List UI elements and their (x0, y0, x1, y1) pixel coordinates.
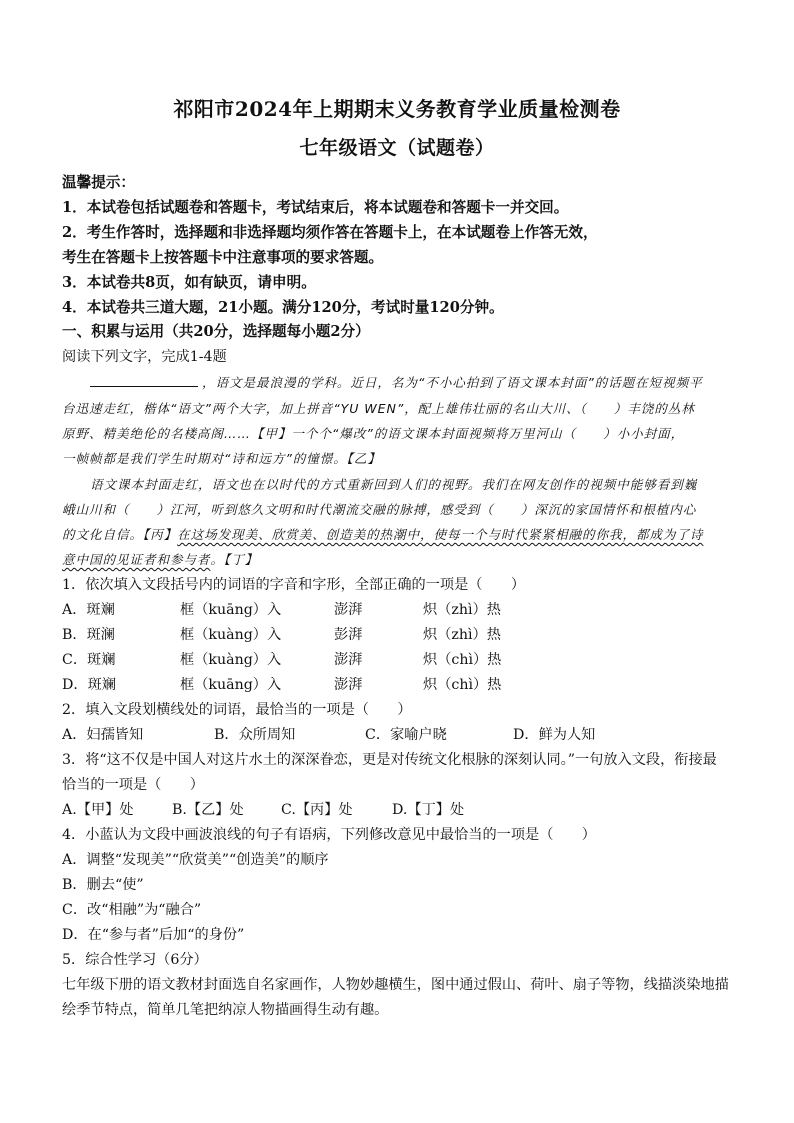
q1-option-a-word1: A．斑斓 (62, 602, 115, 618)
passage-line: 台迅速走红，楷体“语文”两个大字，加上拼音“YU WEN”，配上雄伟壮丽的名山大川、（ ）丰饶的丛林 (62, 401, 695, 416)
q4-option-c: C．改“相融”为“融合” (62, 902, 202, 918)
q1-option-b-word1: B．斑澜 (62, 627, 115, 643)
q4-option-b: B．删去“使” (62, 877, 144, 893)
q1-option-c-word1: C．斑斓 (62, 652, 116, 668)
q1-option-a-word2: 框（kuāng）入 (180, 602, 282, 618)
q1-option-d-word2: 框（kuāng）入 (180, 677, 282, 693)
q3-option-c: C.【丙】处 (281, 802, 353, 818)
note-1: 1．本试卷包括试题卷和答题卡，考试结束后，将本试题卷和答题卡一并交回。 (62, 199, 569, 216)
q2-option-b: B．众所周知 (214, 727, 296, 743)
note-3: 3．本试卷共8页，如有缺页，请申明。 (62, 274, 316, 291)
q3-option-b: B.【乙】处 (172, 802, 244, 818)
question-3-stem: 3．将“这不仅是中国人对这片水土的深深眷恋，更是对传统文化根脉的深刻认同。”一句放入文段，衔接最 (62, 752, 717, 768)
question-4-stem: 4．小蓝认为文段中画波浪线的句子有语病，下列修改意见中最恰当的一项是（ ） (62, 827, 596, 843)
q1-option-b-word3: 彭湃 (334, 627, 363, 643)
q1-option-d-word3: 澎湃 (334, 677, 363, 693)
passage-line: 峨山川和（ ）江河，听到悠久文明和时代潮流交融的脉搏，感受到（ ）深沉的家国情怀和根植内心 (62, 502, 697, 517)
fill-blank-line (90, 373, 198, 387)
section-heading: 一、积累与运用（共20分，选择题每小题2分） (62, 323, 370, 340)
q3-option-d: D.【丁】处 (392, 802, 465, 818)
wavy-underlined-sentence-end: 意中国的见证者和参与者 (62, 552, 211, 567)
note-2-continued: 考生在答题卡上按答题卡中注意事项的要求答题。 (62, 249, 384, 266)
question-3-stem-continued: 恰当的一项是（ ） (62, 777, 204, 793)
question-5-text-continued: 绘季节特点，简单几笔把纳凉人物描画得生动有趣。 (62, 1002, 389, 1018)
q1-option-b-word2: 框（kuàng）入 (180, 627, 282, 643)
q4-option-d: D．在“参与者”后加“的身份” (62, 927, 245, 943)
question-5-stem: 5．综合性学习（6分） (62, 952, 208, 968)
question-2-stem: 2．填入文段划横线处的词语，最恰当的一项是（ ） (62, 702, 412, 718)
reading-instruction: 阅读下列文字，完成1-4题 (62, 349, 227, 365)
q2-option-d: D．鲜为人知 (513, 727, 596, 743)
q2-option-a: A．妇孺皆知 (62, 727, 144, 743)
q1-option-d-word4: 炽（chì）热 (423, 677, 502, 693)
passage-line: ，语文是最浪漫的学科。近日，名为“不小心拍到了语文课本封面”的话题在短视频平 (90, 373, 762, 393)
exam-subtitle: 七年级语文（试题卷） (299, 137, 495, 159)
note-2: 2．考生作答时，选择题和非选择题均须作答在答题卡上，在本试题卷上作答无效， (62, 224, 598, 241)
q1-option-d-word1: D．斑斓 (62, 677, 116, 693)
note-4: 4．本试卷共三道大题，21小题。满分120分，考试时量120分钟。 (62, 299, 504, 316)
passage-line: 一帧帧都是我们学生时期对“诗和远方”的憧憬。【乙】 (62, 451, 381, 466)
q1-option-c-word3: 澎湃 (334, 652, 363, 668)
passage-line: 的文化自信。【丙】在这场发现美、欣赏美、创造美的热潮中，使每一个与时代紧紧相融的你我，都成为了诗 (62, 527, 704, 542)
question-1-stem: 1．依次填入文段括号内的词语的字音和字形，全部正确的一项是（ ） (62, 577, 526, 593)
q1-option-a-word3: 澎湃 (334, 602, 363, 618)
q1-option-a-word4: 炽（zhì）热 (423, 602, 501, 618)
passage-line: 意中国的见证者和参与者。【丁】 (62, 552, 259, 567)
q1-option-b-word4: 炽（zhì）热 (423, 627, 501, 643)
passage-line: 原野、精美绝伦的名楼高阁……【甲】一个个“爆改”的语文课本封面视频将万里河山（ ）小小封面， (62, 426, 685, 441)
notes-heading: 温馨提示： (62, 174, 135, 191)
q1-option-c-word2: 框（kuàng）入 (180, 652, 282, 668)
question-5-text: 七年级下册的语文教材封面选自名家画作，人物妙趣横生，图中通过假山、荷叶、扇子等物，线描淡染地描 (62, 977, 729, 993)
q3-option-a: A.【甲】处 (62, 802, 134, 818)
q4-option-a: A．调整“发现美”“欣赏美”“创造美”的顺序 (62, 852, 329, 868)
q2-option-c: C．家喻户晓 (365, 727, 447, 743)
wavy-underlined-sentence: 在这场发现美、欣赏美、创造美的热潮中，使每一个与时代紧紧相融的你我，都成为了诗 (177, 527, 704, 542)
passage-line: 语文课本封面走红，语文也在以时代的方式重新回到人们的视野。我们在网友创作的视频中能够看到巍 (90, 477, 698, 492)
q1-option-c-word4: 炽（chì）热 (423, 652, 502, 668)
exam-title: 祁阳市2024年上期期末义务教育学业质量检测卷 (173, 97, 621, 121)
